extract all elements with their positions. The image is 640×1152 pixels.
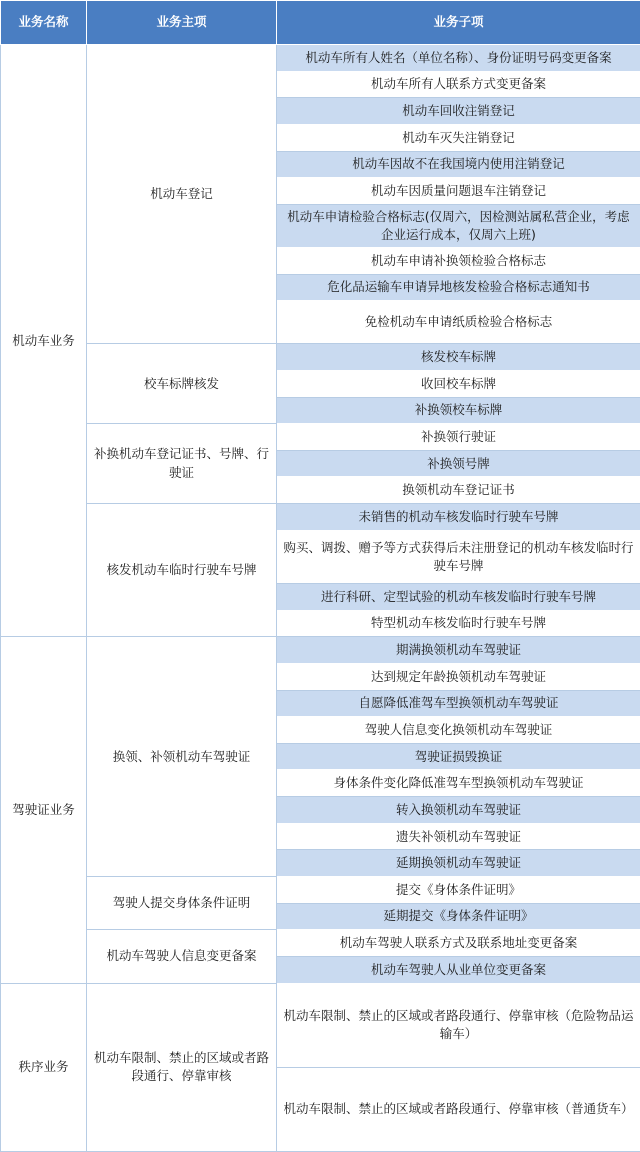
sub-item-cell: 机动车驾驶人联系方式及联系地址变更备案 xyxy=(277,930,640,957)
header-category: 业务名称 xyxy=(1,1,87,45)
sub-item-cell: 免检机动车申请纸质检验合格标志 xyxy=(277,301,640,344)
sub-item-cell: 换领机动车登记证书 xyxy=(277,477,640,504)
main-item-cell: 换领、补领机动车驾驶证 xyxy=(87,637,277,877)
main-item-cell: 机动车登记 xyxy=(87,45,277,344)
sub-item-cell: 购买、调拨、赠予等方式获得后未注册登记的机动车核发临时行驶车号牌 xyxy=(277,530,640,583)
table-row xyxy=(1,930,640,957)
sub-item-cell: 收回校车标牌 xyxy=(277,370,640,397)
sub-item-cell: 期满换领机动车驾驶证 xyxy=(277,637,640,664)
sub-item-cell: 机动车限制、禁止的区域或者路段通行、停靠审核（普通货车） xyxy=(277,1067,640,1151)
table-row xyxy=(1,424,640,451)
sub-item-cell: 驾驶证损毁换证 xyxy=(277,743,640,770)
sub-item-cell: 驾驶人信息变化换领机动车驾驶证 xyxy=(277,717,640,744)
sub-item-cell: 补换领校车标牌 xyxy=(277,397,640,424)
sub-item-cell: 延期换领机动车驾驶证 xyxy=(277,850,640,877)
sub-item-cell: 特型机动车核发临时行驶车号牌 xyxy=(277,610,640,637)
sub-item-cell: 未销售的机动车核发临时行驶车号牌 xyxy=(277,504,640,531)
sub-item-cell: 机动车灭失注销登记 xyxy=(277,124,640,151)
main-item-cell: 补换机动车登记证书、号牌、行驶证 xyxy=(87,424,277,504)
sub-item-cell: 补换领行驶证 xyxy=(277,424,640,451)
table-row xyxy=(1,637,640,664)
table-row xyxy=(1,344,640,371)
main-item-cell: 机动车限制、禁止的区域或者路段通行、停靠审核 xyxy=(87,983,277,1151)
sub-item-cell: 机动车驾驶人从业单位变更备案 xyxy=(277,956,640,983)
sub-item-cell: 进行科研、定型试验的机动车核发临时行驶车号牌 xyxy=(277,584,640,611)
table-row xyxy=(1,45,640,72)
main-item-cell: 校车标牌核发 xyxy=(87,344,277,424)
sub-item-cell: 身体条件变化降低准驾车型换领机动车驾驶证 xyxy=(277,770,640,797)
sub-item-cell: 机动车所有人姓名（单位名称）、身份证明号码变更备案 xyxy=(277,45,640,72)
main-item-cell: 核发机动车临时行驶车号牌 xyxy=(87,504,277,637)
category-cell: 秩序业务 xyxy=(1,983,87,1151)
sub-item-cell: 遗失补领机动车驾驶证 xyxy=(277,823,640,850)
sub-item-cell: 机动车申请检验合格标志(仅周六，因检测站属私营企业，考虑企业运行成本，仅周六上班) xyxy=(277,204,640,247)
sub-item-cell: 机动车回收注销登记 xyxy=(277,98,640,125)
table-row xyxy=(1,504,640,531)
category-cell: 驾驶证业务 xyxy=(1,637,87,983)
sub-item-cell: 危化品运输车申请异地核发检验合格标志通知书 xyxy=(277,274,640,301)
sub-item-cell: 机动车因故不在我国境内使用注销登记 xyxy=(277,151,640,178)
sub-item-cell: 核发校车标牌 xyxy=(277,344,640,371)
sub-item-cell: 机动车限制、禁止的区域或者路段通行、停靠审核（危险物品运输车） xyxy=(277,983,640,1067)
header-main-item: 业务主项 xyxy=(87,1,277,45)
table-row xyxy=(1,877,640,904)
main-item-cell: 驾驶人提交身体条件证明 xyxy=(87,877,277,930)
sub-item-cell: 延期提交《身体条件证明》 xyxy=(277,903,640,930)
sub-item-cell: 达到规定年龄换领机动车驾驶证 xyxy=(277,663,640,690)
table-row xyxy=(1,983,640,1067)
sub-item-cell: 机动车因质量问题退车注销登记 xyxy=(277,178,640,205)
header-sub-item: 业务子项 xyxy=(277,1,640,45)
sub-item-cell: 机动车申请补换领检验合格标志 xyxy=(277,247,640,274)
sub-item-cell: 补换领号牌 xyxy=(277,450,640,477)
sub-item-cell: 转入换领机动车驾驶证 xyxy=(277,797,640,824)
header-row xyxy=(1,1,640,45)
sub-item-cell: 自愿降低准驾车型换领机动车驾驶证 xyxy=(277,690,640,717)
sub-item-cell: 机动车所有人联系方式变更备案 xyxy=(277,71,640,98)
category-cell: 机动车业务 xyxy=(1,45,87,637)
sub-item-cell: 提交《身体条件证明》 xyxy=(277,877,640,904)
main-item-cell: 机动车驾驶人信息变更备案 xyxy=(87,930,277,983)
